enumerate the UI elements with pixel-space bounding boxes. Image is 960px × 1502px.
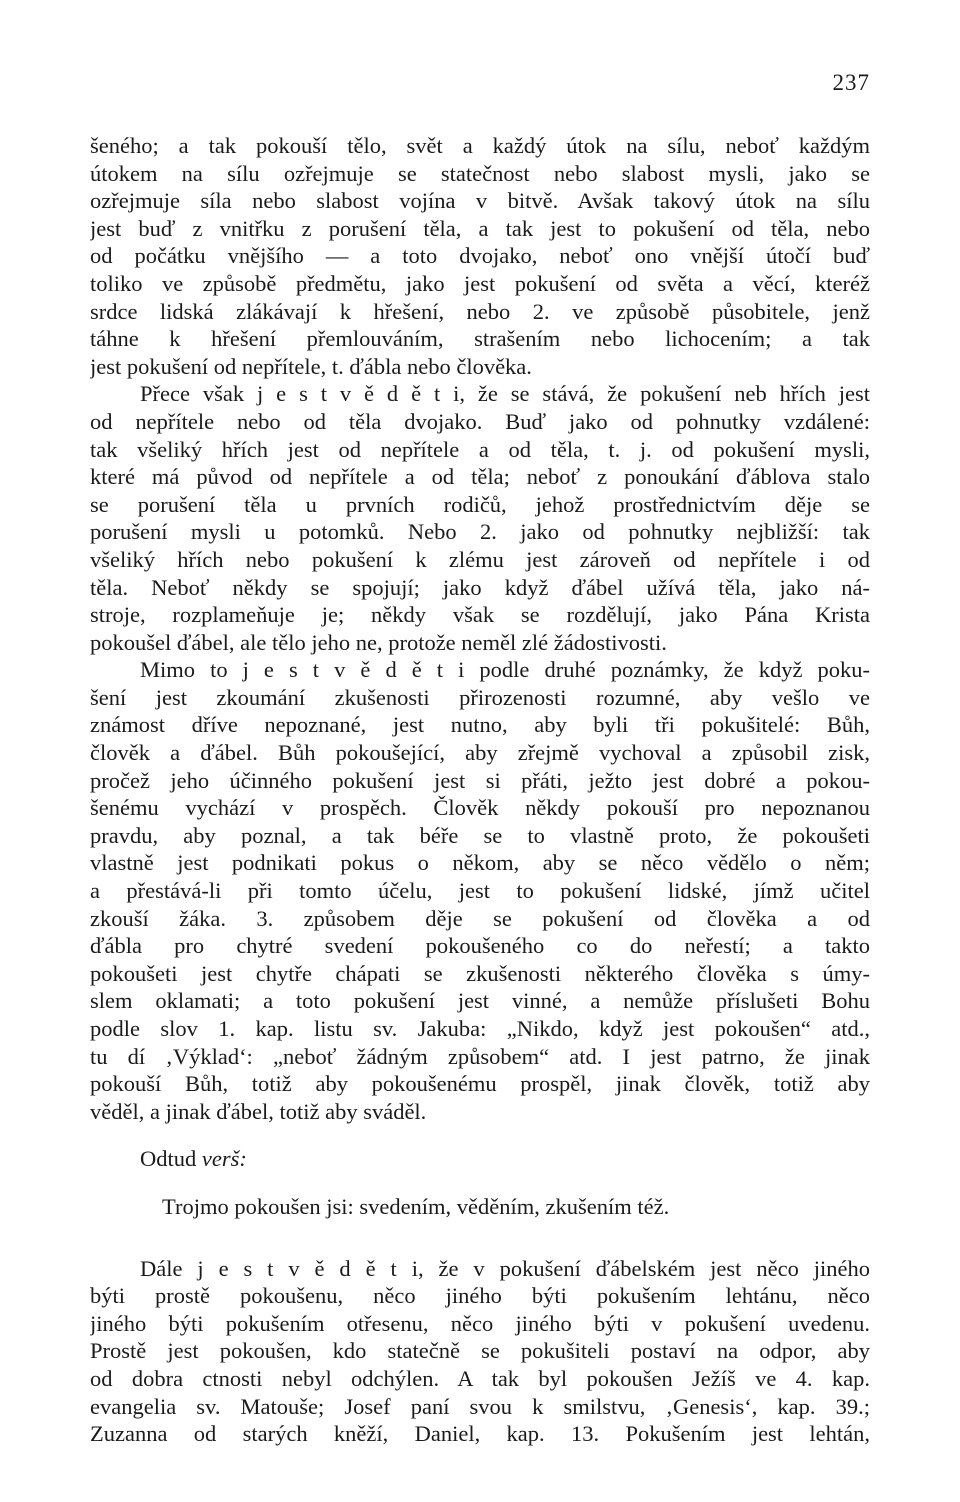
verse-line: Trojmo pokoušen jsi: svedením, věděním, zkušením též. (162, 1193, 670, 1219)
text-line: ozřejmuje síla nebo slabost vojína v bitvě. Avšak takový útok na sílu (90, 188, 870, 214)
text-line: pokoušeti jest chytře chápati se zkušenosti některého člověka s úmy- (90, 960, 870, 986)
text-line: které má původ od nepřítele a od těla; neboť z ponoukání ďáblova stalo (90, 464, 870, 490)
paragraph-2 (90, 380, 870, 656)
text-line: tu dí ‚Výklad‘: „neboť žádným způsobem“ atd. I jest patrno, že jinak (90, 1043, 870, 1069)
text-line: šení jest zkoumání zkušenosti přirozenosti rozumné, aby vešlo ve (90, 684, 870, 710)
text-line: pokoušel ďábel, ale tělo jeho ne, protože neměl zlé žádostivosti. (90, 629, 667, 655)
text-line: táhne k hřešení přemlouváním, strašením nebo lichocením; a tak (90, 326, 870, 352)
text-line: slem oklamati; a toto pokušení jest vinné, a nemůže příslušeti Bohu (90, 988, 870, 1014)
text-line: ďábla pro chytré svedení pokoušeného co do neřestí; a takto (90, 933, 870, 959)
verse-word: verš: (201, 1146, 247, 1172)
text-line: od dobra ctnosti nebyl odchýlen. A tak byl pokoušen Ježíš ve 4. kap. (90, 1365, 870, 1391)
text-line: od počátku vnějšího — a toto dvojako, neboť ono vnější útočí buď (90, 243, 870, 269)
text-line: stroje, rozplameňuje je; někdy však se rozdělují, jako Pána Krista (90, 602, 870, 628)
text-line: tak všeliký hřích jest od nepřítele a od těla, t. j. od pokušení mysli, (90, 436, 870, 462)
verse-label (90, 1145, 870, 1173)
paragraph-4 (90, 1255, 870, 1448)
text-line: šeného; a tak pokouší tělo, svět a každý útok na sílu, neboť každým (90, 133, 870, 158)
text-line: známost dříve nepoznané, jest nutno, aby byli tři pokušitelé: Bůh, (90, 712, 870, 738)
text-line: evangelia sv. Matouše; Josef paní svou k smilstvu, ‚Genesis‘, kap. 39.; (90, 1393, 870, 1419)
text-line: a přestává-li při tomto účelu, jest to pokušení lidské, jímž učitel (90, 878, 870, 904)
text-line: býti prostě pokoušenu, něco jiného býti pokušením lehtánu, něco (90, 1283, 870, 1309)
text-line: jiného býti pokušením otřesenu, něco jiného býti v pokušení uvedenu. (90, 1310, 870, 1336)
paragraph-3 (90, 656, 870, 1125)
text-line: porušení mysli u potomků. Nebo 2. jako od pohnutky nejbližší: tak (90, 519, 870, 545)
text-line: pročež jeho účinného pokušení jest si přáti, ježto jest dobré a pokou- (90, 767, 870, 793)
text-line: věděl, a jinak ďábel, totiž aby sváděl. (90, 1098, 427, 1124)
text-line: vlastně jest podnikati pokus o někom, aby se něco vědělo o něm; (90, 850, 870, 876)
page-number: 237 (832, 70, 870, 95)
text-line: toliko ve způsobě předmětu, jako jest pokušení od světa a věcí, kteréž (90, 270, 870, 296)
verse-intro: Odtud (140, 1146, 197, 1172)
text-line: pokouší Bůh, totiž aby pokoušenému prospěl, jinak člověk, totiž aby (90, 1071, 870, 1097)
text-line: Přece však j e s t v ě d ě t i, že se stává, že pokušení neb hřích jest (140, 381, 870, 407)
text-line: se porušení těla u prvních rodičů, jehož prostřednictvím děje se (90, 491, 870, 517)
text-line: Dále j e s t v ě d ě t i, že v pokušení ďábelském jest něco jiného (140, 1255, 870, 1281)
body-text (90, 132, 870, 1448)
book-page (90, 70, 870, 1480)
text-line: Mimo to j e s t v ě d ě t i podle druhé poznámky, že když poku- (140, 657, 870, 683)
text-line: všeliký hřích nebo pokušení k zlému jest zároveň od nepřítele i od (90, 546, 870, 572)
paragraph-1 (90, 132, 870, 380)
text-line: Prostě jest pokoušen, kdo statečně se pokušiteli postaví na odpor, aby (90, 1338, 870, 1364)
text-line: zkouší žáka. 3. způsobem děje se pokušení od člověka a od (90, 905, 870, 931)
text-line: jest buď z vnitřku z porušení těla, a tak jest to pokušení od těla, nebo (90, 215, 870, 241)
text-line: pravdu, aby poznal, a tak béře se to vlastně proto, že pokoušeti (90, 822, 870, 848)
text-line: šenému vychází v prospěch. Člověk někdy pokouší pro nepoznanou (90, 795, 870, 821)
text-line: srdce lidská zlákávají k hřešení, nebo 2. ve způsobě působitele, jenž (90, 298, 870, 324)
text-line: od nepřítele nebo od těla dvojako. Buď jako od pohnutky vzdálené: (90, 408, 870, 434)
text-line: člověk a ďábel. Bůh pokoušející, aby zřejmě vychoval a způsobil zisk, (90, 740, 870, 766)
text-line: těla. Neboť někdy se spojují; jako když ďábel užívá těla, jako ná- (90, 574, 870, 600)
text-line: jest pokušení od nepřítele, t. ďábla nebo člověka. (90, 353, 532, 379)
text-line: útokem na sílu ozřejmuje se statečnost nebo slabost mysli, jako se (90, 160, 870, 186)
text-line: podle slov 1. kap. listu sv. Jakuba: „Nikdo, když jest pokoušen“ atd., (90, 1016, 870, 1041)
text-line: Zuzanna od starých kněží, Daniel, kap. 13. Pokušením jest lehtán, (90, 1421, 870, 1447)
